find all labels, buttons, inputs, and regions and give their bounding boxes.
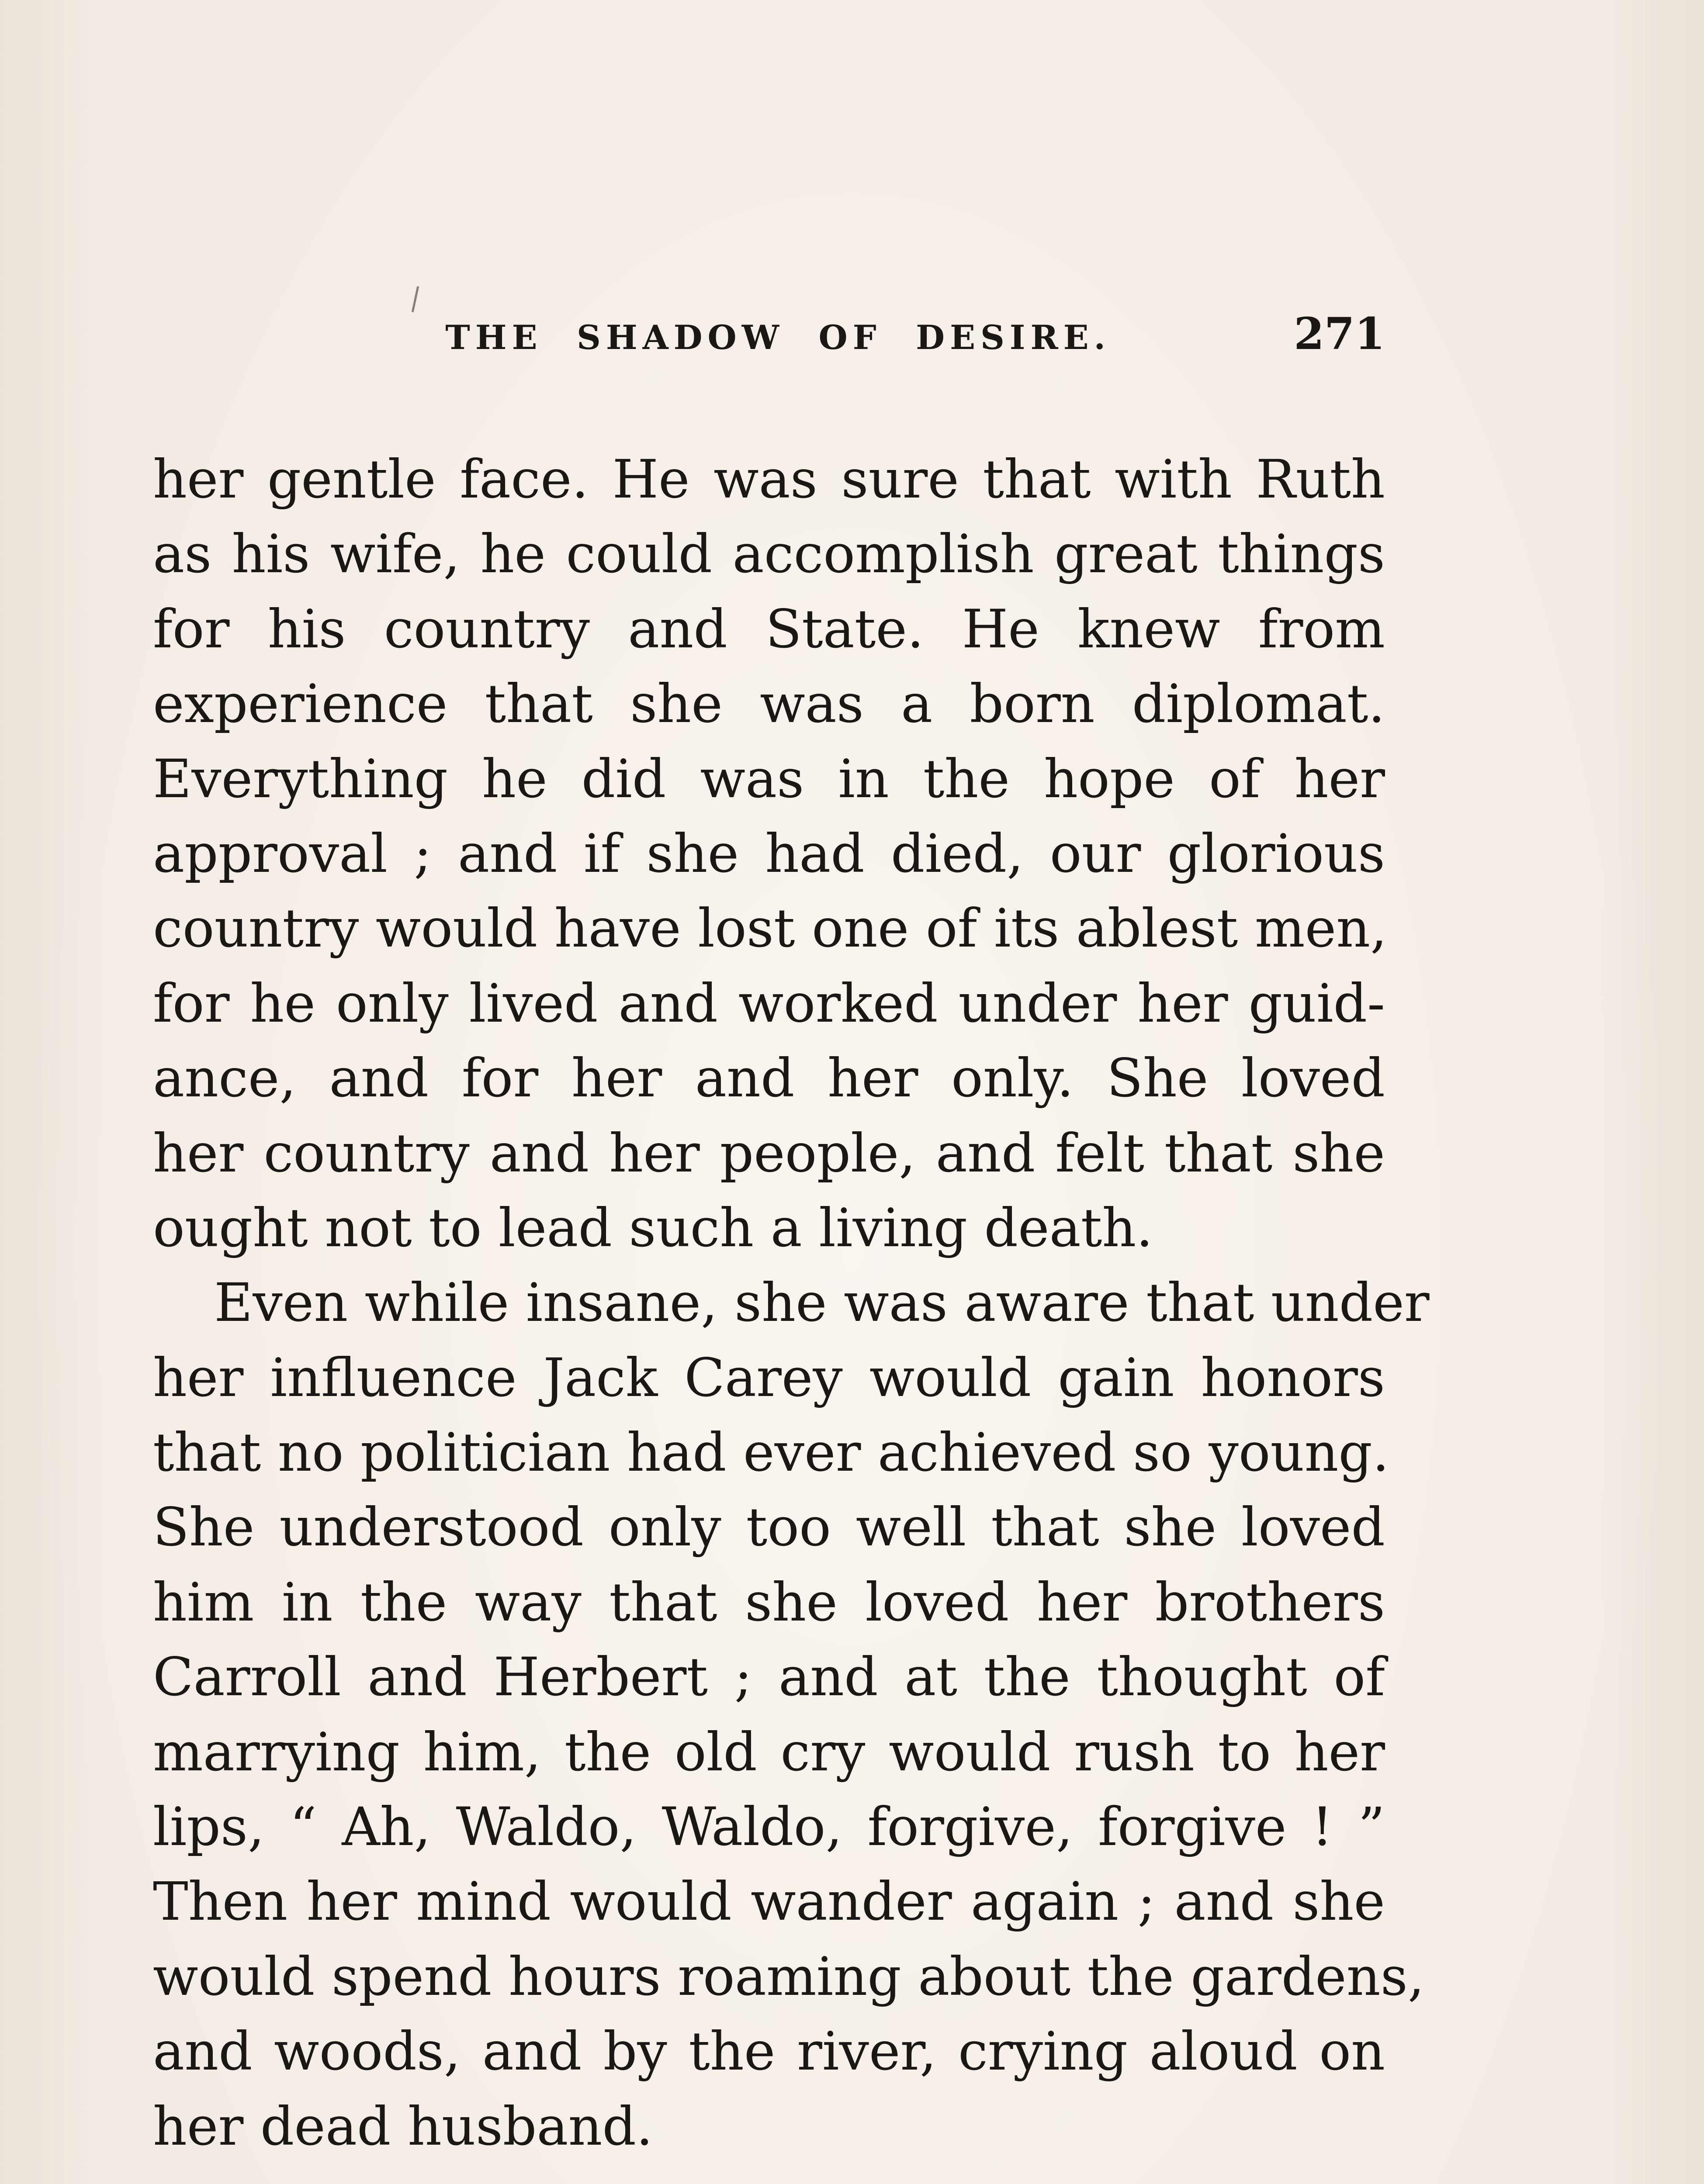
body-text bbox=[153, 442, 1430, 2164]
text-line: ought not to lead such a living death. bbox=[153, 1197, 1153, 1259]
running-title: THE SHADOW OF DESIRE. bbox=[445, 318, 1111, 357]
text-line: Everything he did was in the hope of her bbox=[153, 748, 1385, 810]
text-line: her influence Jack Carey would gain honors bbox=[153, 1347, 1385, 1409]
text-line: for his country and State. He knew from bbox=[153, 598, 1385, 660]
text-line: marrying him, the old cry would rush to her bbox=[153, 1721, 1385, 1783]
text-line: Then her mind would wander again ; and she bbox=[153, 1871, 1385, 1933]
text-line: for he only lived and worked under her guid- bbox=[153, 972, 1385, 1034]
text-line: Carroll and Herbert ; and at the thought of bbox=[153, 1646, 1385, 1708]
text-line: country would have lost one of its ablest men, bbox=[153, 898, 1387, 960]
text-line: her country and her people, and felt that she bbox=[153, 1122, 1385, 1184]
text-line: her gentle face. He was sure that with Ruth bbox=[153, 449, 1385, 510]
paragraph bbox=[153, 1265, 1430, 2164]
text-line: approval ; and if she had died, our glorious bbox=[153, 822, 1385, 885]
page-number: 271 bbox=[1294, 308, 1385, 359]
text-line: experience that she was a born diplomat. bbox=[153, 673, 1385, 735]
text-line: ance, and for her and her only. She loved bbox=[153, 1047, 1385, 1109]
text-line: him in the way that she loved her brothers bbox=[153, 1571, 1385, 1633]
text-line: Even while insane, she was aware that under bbox=[214, 1272, 1430, 1334]
text-line: and woods, and by the river, crying aloud on bbox=[153, 2021, 1385, 2083]
text-line: lips, “ Ah, Waldo, Waldo, forgive, forgive ! ” bbox=[153, 1796, 1385, 1858]
paragraph bbox=[153, 442, 1385, 1265]
text-line: as his wife, he could accomplish great things bbox=[153, 523, 1385, 585]
text-line: would spend hours roaming about the gardens, bbox=[153, 1946, 1425, 2008]
text-line: her dead husband. bbox=[153, 2095, 653, 2157]
text-line: that no politician had ever achieved so young. bbox=[153, 1422, 1389, 1484]
text-line: She understood only too well that she loved bbox=[153, 1496, 1385, 1559]
running-head bbox=[149, 308, 1385, 360]
